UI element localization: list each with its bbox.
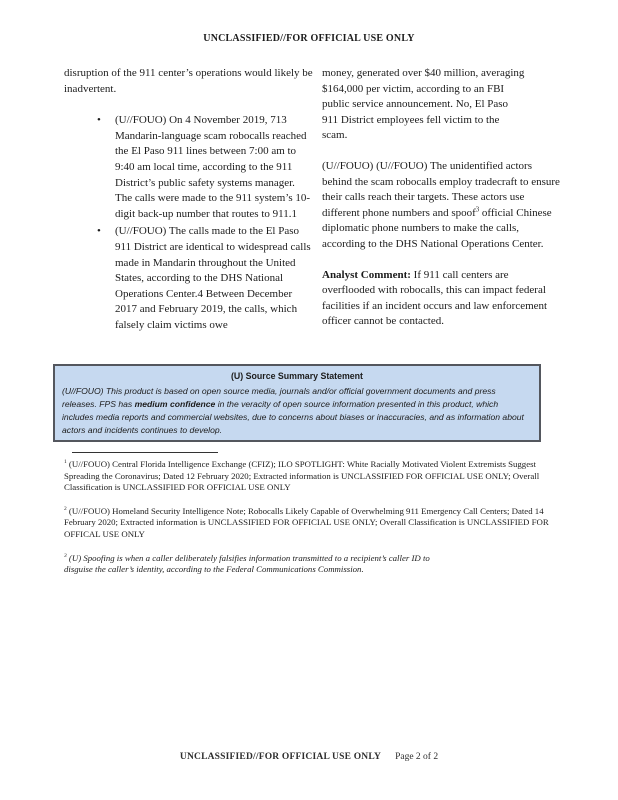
left-column xyxy=(64,66,314,336)
tradecraft-paragraph xyxy=(322,159,563,253)
source-summary-box xyxy=(53,364,541,442)
analyst-comment-text: If 911 call centers are overflooded with robocalls, this can impact federal facilities if an incident occurs and law enforcement officer cannot be contacted. xyxy=(322,268,548,328)
intro-paragraph: disruption of the 911 center’s operations would likely be inadvertent. xyxy=(64,67,313,95)
tradecraft-text-after: official Chinese diplomatic phone numbers to make the calls, according to the DHS National Operations Center. xyxy=(322,206,552,250)
tradecraft-text-before: (U//FOUO) (U//FOUO) The unidentified actors behind the scam robocalls employ tradecraft to ensure their calls reach their targets. These actors use different phone numbers and spoof xyxy=(322,159,560,219)
footnote-3-text: (U) Spoofing is when a caller deliberately falsifies information transmitted to a recipient’s caller ID to disguise the caller’s identity, according to the Federal Communications Commission. xyxy=(64,552,430,575)
classification-footer: UNCLASSIFIED//FOR OFFICIAL USE ONLY xyxy=(179,752,382,762)
bullet-1-text: (U//FOUO) On 4 November 2019, 713 Mandarin-language scam robocalls reached the El Paso 911 lines between 7:00 am to 9:40 am local time, according to the 911 District’s public safety systems manager. The calls were made to the 911 system’s 10-digit back-up number that routes to 911.1 xyxy=(115,114,311,220)
bullet-2-text: (U//FOUO) The calls made to the El Paso 911 District are identical to widespread calls made in Mandarin throughout the United States, according to the DHS National Operations Center.4 Between December 2017 and February 2019, the calls, which falsely claim victims owe xyxy=(115,225,311,331)
right-column xyxy=(322,66,563,345)
footnote-2 xyxy=(64,506,564,541)
source-summary-title: (U) Source Summary Statement xyxy=(231,371,363,381)
footnote-3 xyxy=(64,553,432,576)
source-summary-text-start: (U//FOUO) This product is based on open source media, journals and/or official government documents and press releases. FPS has xyxy=(62,386,496,409)
footnote-2-text: (U//FOUO) Homeland Security Intelligence Note; Robocalls Likely Capable of Overwhelming 911 Emergency Call Centers; Dated 14 February 2020; Extracted information is UNCLASSIFIED FOR OFFICIAL USE ONLY; Overall Classification is UNCLASSIFIED FOR OFFICAL USE ONLY xyxy=(64,505,549,539)
bullet-item-1 xyxy=(64,113,314,222)
footnote-2-number: 2 xyxy=(64,505,67,512)
footnote-1-text: (U//FOUO) Central Florida Intelligence Exchange (CFIZ); ILO SPOTLIGHT: White Racially Motivated Violent Extremists Suggest Spreading the Coronavirus; Dated 12 February 2020; Extracted information is UNCLASSIFIED FOR OFFICIAL USE ONLY; Overall Classification is UNCLASSIFIED FOR OFFICIAL USE ONLY xyxy=(64,459,540,493)
footnote-1 xyxy=(64,459,564,494)
bullet-icon: • xyxy=(97,114,101,127)
bullet-list xyxy=(64,113,314,333)
analyst-comment xyxy=(322,268,563,330)
footnote-3-number: 3 xyxy=(64,552,67,559)
source-summary-bold-phrase: medium confidence xyxy=(134,399,216,409)
bullet-2-continuation: money, generated over $40 million, averaging $164,000 per victim, according to an FBI public service announcement. No, El Paso 911 District employees fell victim to the scam. xyxy=(322,67,525,142)
source-summary-text-end: in the veracity of open source information presented in this product, which includes media reports and commercial websites, due to concerns about biases or inaccuracies, and as information about actors and incidents continues to develop. xyxy=(62,399,524,435)
page-footer xyxy=(0,752,618,762)
analyst-comment-label: Analyst Comment: xyxy=(322,268,411,281)
classification-header: UNCLASSIFIED//FOR OFFICIAL USE ONLY xyxy=(203,33,415,44)
page-number: Page 2 of 2 xyxy=(395,752,439,762)
bullet-icon: • xyxy=(97,225,101,238)
footnote-1-number: 1 xyxy=(64,459,67,466)
source-summary-body xyxy=(62,385,532,437)
footnotes-section xyxy=(64,459,564,588)
footnote-ref-3: 3 xyxy=(475,206,480,214)
footnote-separator-line xyxy=(72,452,218,453)
bullet-item-2 xyxy=(64,224,314,333)
